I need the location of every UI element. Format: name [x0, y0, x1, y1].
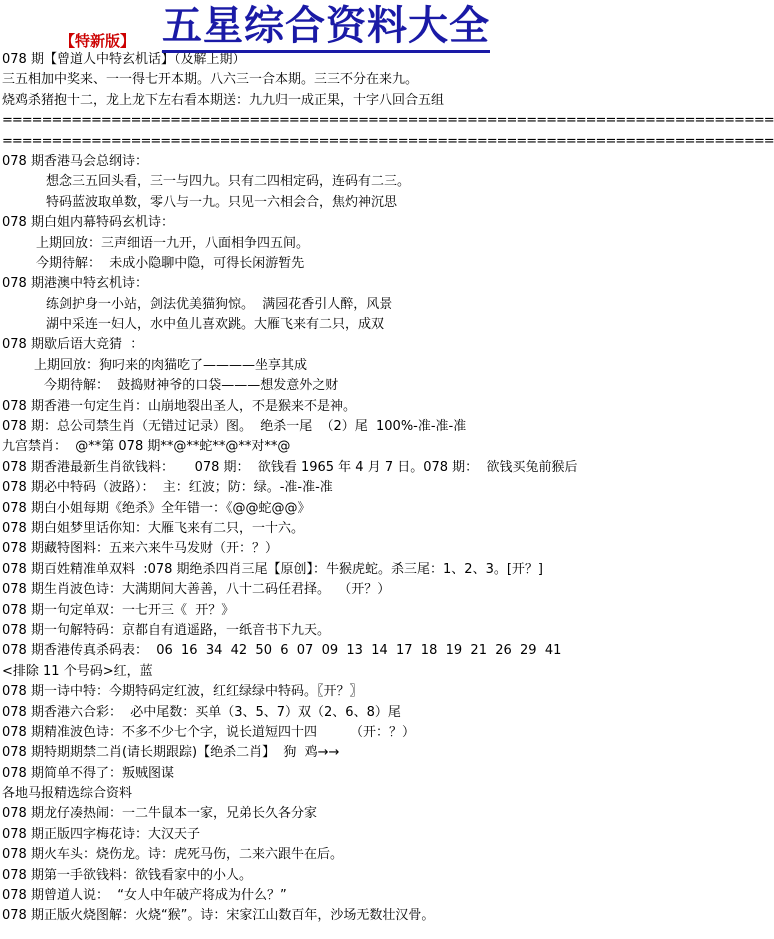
text-line: 078 期一句解特码：京都自有逍遥路，一纸音书下九天。: [2, 622, 330, 638]
text-line: 想念三五回头看，三一与四九。只有二四相定码，连码有二三。: [46, 174, 411, 190]
text-line: 078 期一诗中特：今期特码定红波，红红绿绿中特码。〖开？〗: [2, 684, 363, 700]
text-line: 上期回放：狗叼来的肉猫吃了————坐享其成: [34, 357, 308, 373]
text-line: 078 期香港马会总纲诗：: [2, 153, 148, 169]
text-line: 078 期白姐梦里话你知：大雁飞来有二只，一十六。: [2, 520, 304, 536]
text-line: 078 期一句定单双：一七开三《 开？》: [2, 602, 235, 618]
text-line: 078 期：总公司禁生肖（无错过记录）图。 绝杀一尾 （2）尾 100%-准-准-准: [2, 419, 467, 435]
text-line: 三五相加中奖来、一一得七开本期。八六三一合本期。三三不分在来九。: [2, 72, 419, 88]
edition-badge: 【特新版】: [60, 32, 136, 50]
text-line: 078 期百姓精准单双料 :078 期绝杀四肖三尾【原创】：牛猴虎蛇。杀三尾：1、2、3。[开？]: [2, 561, 543, 577]
text-line: 078 期白姐内幕特码玄机诗：: [2, 215, 174, 231]
text-line: 九宫禁肖： @**第 078 期**@**蛇**@**对**@: [2, 439, 291, 455]
separator-line: ==============================================================================: [2, 133, 774, 149]
text-line: 078 期曾道人说： “女人中年破产将成为什么？”: [2, 888, 287, 904]
text-line: 078 期香港传真杀码表： 06 16 34 42 50 6 07 09 13 14 17 18 19 21 26 29 41: [2, 643, 562, 659]
text-line: 上期回放：三声细语一九开，八面相争四五间。: [36, 235, 310, 251]
text-line: 078 期【曾道人中特玄机话】（及解上期）: [2, 52, 246, 67]
text-line: 078 期香港一句定生肖：山崩地裂出圣人，不是猴来不是神。: [2, 398, 356, 414]
text-line: 078 期必中特码（波路）： 主：红波；防：绿。-准-准-准: [2, 480, 333, 496]
text-line: 078 期港澳中特玄机诗：: [2, 276, 148, 292]
separator-line: ==============================================================================: [2, 113, 774, 129]
text-line: 特码蓝波取单数，零八与一九。只见一六相会合，焦灼神沉思: [46, 194, 398, 210]
text-line: 今期待解： 鼓捣财神爷的口袋———想发意外之财: [44, 378, 339, 394]
text-line: 各地马报精选综合资料: [2, 786, 133, 802]
text-line: 078 期第一手欲钱料：欲钱看家中的小人。: [2, 867, 252, 883]
text-line: 078 期藏特图料：五来六来牛马发财（开：？）: [2, 541, 278, 557]
text-line: 078 期简单不得了：叛贼图谋: [2, 765, 174, 781]
text-line: 078 期生肖波色诗：大满期间大善善，八十二码任君择。 （开？）: [2, 582, 391, 598]
text-line: 078 期龙仔凑热闹：一二牛鼠本一家，兄弟长久各分家: [2, 806, 317, 822]
page-title: 五星综合资料大全: [162, 2, 490, 53]
text-line: 078 期正版四字梅花诗：大汉天子: [2, 826, 200, 842]
text-line: <排除 11 个号码>红，蓝: [2, 663, 153, 679]
text-line: 078 期火车头：烧伤龙。诗：虎死马伤，二来六跟牛在后。: [2, 847, 343, 863]
text-line: 078 期香港最新生肖欲钱料： 078 期： 欲钱看 1965 年 4 月 7 日。078 期： 欲钱买兔前猴后: [2, 459, 578, 475]
text-line: 078 期白小姐每期《绝杀》全年错一：《@@蛇@@》: [2, 500, 311, 516]
text-line: 078 期精准波色诗：不多不少七个字，说长道短四十四 （开：？）: [2, 724, 416, 740]
text-line: 烧鸡杀猪抱十二，龙上龙下左右看本期送：九九归一成正果，十字八回合五组: [2, 92, 445, 108]
text-line: 078 期歇后语大竞猜 ：: [2, 337, 144, 353]
text-line: 练剑护身一小站，剑法优美猫狗惊。 满园花香引人醉，风景: [46, 296, 393, 312]
text-line: 今期待解： 未成小隐聊中隐，可得长闲游暂先: [36, 255, 305, 271]
document-body: [0, 50, 774, 927]
page-header: [0, 0, 644, 50]
text-line: 078 期香港六合彩： 必中尾数：买单（3、5、7）双（2、6、8）尾: [2, 704, 401, 720]
text-line: 078 期正版火烧图解：火烧“猴”。诗：宋家江山数百年，沙场无数壮汉骨。: [2, 908, 435, 924]
text-line: 湖中采连一妇人，水中鱼儿喜欢跳。大雁飞来有二只，成双: [46, 317, 385, 333]
text-line: 078 期特期期禁二肖(请长期跟踪)【绝杀二肖】 狗 鸡→→: [2, 745, 340, 761]
